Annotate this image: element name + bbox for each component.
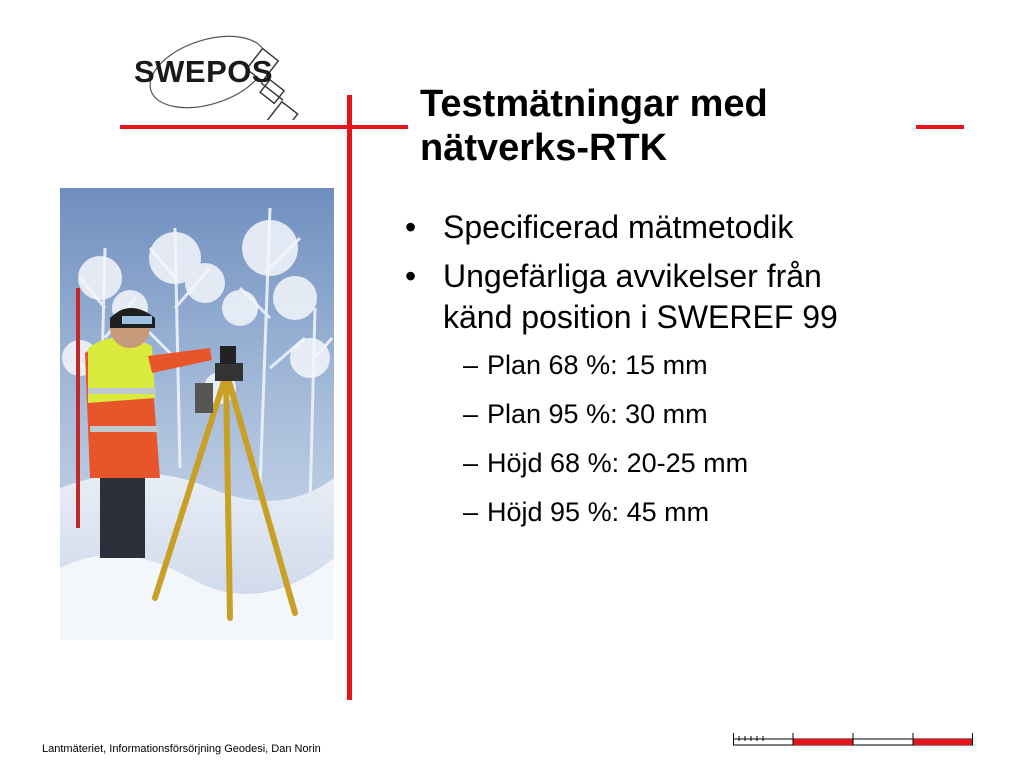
- sub-bullet-item: [405, 495, 965, 529]
- slide-title: [420, 82, 880, 170]
- swepos-logo: [130, 28, 320, 120]
- sub-bullet-mark: –: [463, 350, 479, 380]
- sub-bullet-mark: –: [463, 448, 479, 478]
- bullet-text: Specificerad mätmetodik: [443, 209, 794, 245]
- bullet-item: [405, 256, 965, 338]
- bullet-text-line-2: känd position i SWEREF 99: [443, 299, 838, 335]
- bullet-text-line-1: Ungefärliga avvikelser från: [443, 258, 822, 294]
- bullet-item: [405, 207, 965, 248]
- red-horizontal-rule-left: [120, 125, 408, 129]
- bullet-mark: •: [405, 258, 417, 294]
- sub-bullet-mark: –: [463, 399, 479, 429]
- logo-wordmark: SWEPOS: [134, 54, 274, 89]
- sub-bullet-text: Plan 95 %: 30 mm: [487, 399, 708, 429]
- red-vertical-rule: [347, 95, 352, 700]
- sub-bullet-text: Plan 68 %: 15 mm: [487, 350, 708, 380]
- bullet-mark: •: [405, 209, 417, 245]
- footer-text: Lantmäteriet, Informationsförsörjning Geodesi, Dan Norin: [42, 743, 321, 755]
- surveyor-photo: [60, 188, 334, 640]
- sub-bullet-item: [405, 397, 965, 431]
- red-horizontal-rule-right: [916, 125, 964, 129]
- scale-bar: [733, 733, 973, 747]
- title-line-2: nätverks-RTK: [420, 127, 668, 169]
- sub-bullet-item: [405, 348, 965, 382]
- sub-bullet-item: [405, 446, 965, 480]
- sub-bullet-text: Höjd 95 %: 45 mm: [487, 497, 710, 527]
- bullet-list: [405, 207, 965, 544]
- sub-bullet-mark: –: [463, 497, 479, 527]
- sub-bullet-text: Höjd 68 %: 20-25 mm: [487, 448, 749, 478]
- title-line-1: Testmätningar med: [420, 83, 768, 125]
